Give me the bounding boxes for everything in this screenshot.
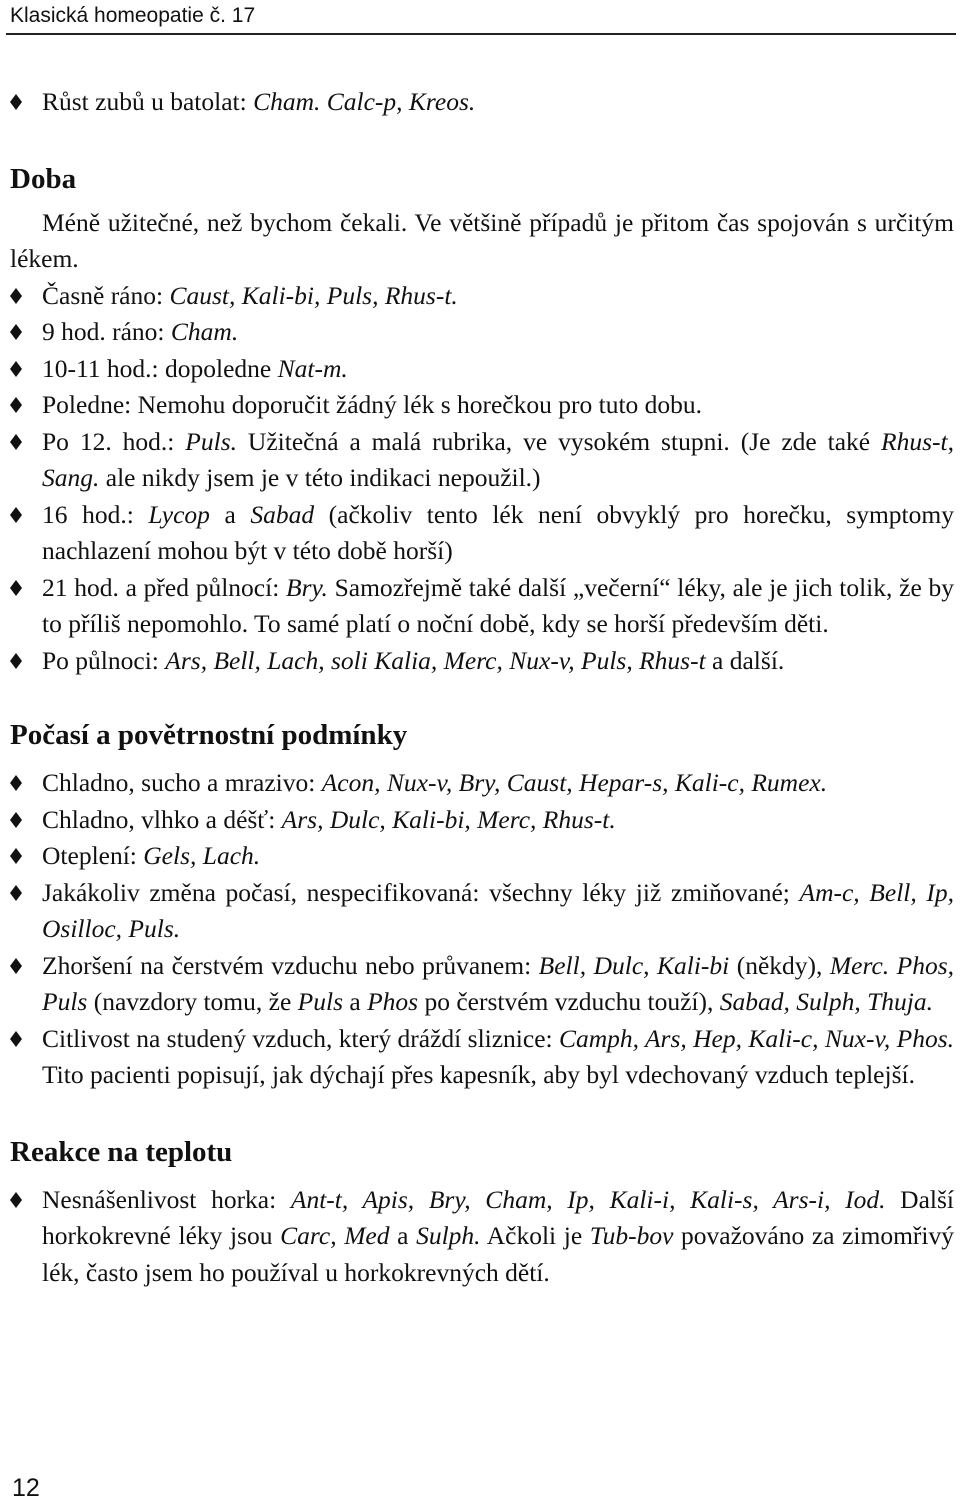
diamond-bullet-icon — [10, 948, 30, 984]
remedy-name: Bell, Dulc, Kali-bi — [538, 950, 730, 980]
diamond-bullet-icon — [10, 278, 30, 314]
remedy-name: Caust, Kali-bi, Puls, Rhus-t. — [169, 280, 458, 310]
diamond-bullet-icon — [10, 387, 30, 423]
item-text: (někdy), — [729, 950, 830, 980]
list-item — [10, 948, 954, 1021]
item-text: 21 hod. a před půlnocí: — [42, 572, 287, 602]
diamond-bullet-icon — [10, 351, 30, 387]
item-text: Ačkoli je — [480, 1221, 590, 1250]
remedy-name: Acon, Nux-v, Bry, Caust, Hepar-s, Kali-c, Rumex. — [321, 768, 828, 797]
item-text: Samozřejmě také další „večerní“ léky, ale je jich tolik, že by to příliš nepomohlo. To samé platí o noční době, kdy se horší především děti. — [42, 572, 955, 638]
section-title: Počasí a povětrnostní podmínky — [10, 719, 408, 751]
item-text: Citlivost na studený vzduch, který dráždí sliznice: — [42, 1023, 559, 1053]
sections — [10, 161, 954, 1292]
item-text: a — [343, 987, 368, 1016]
diamond-bullet-icon — [10, 314, 30, 350]
diamond-bullet-icon — [10, 570, 30, 606]
item-text: a další. — [705, 645, 785, 675]
list-item — [10, 424, 954, 497]
item-text: Chladno, sucho a mrazivo: — [42, 768, 322, 797]
list-item — [10, 875, 954, 948]
diamond-bullet-icon — [10, 802, 30, 838]
list-item — [10, 497, 954, 570]
section — [10, 161, 954, 680]
item-text: Oteplení: — [42, 841, 144, 870]
diamond-bullet-icon — [10, 875, 30, 911]
item-text: Další horkokrevné léky jsou — [42, 1184, 954, 1250]
intro-list — [10, 84, 954, 121]
item-text: (navzdory tomu, že — [87, 987, 298, 1016]
item-text: 9 hod. ráno: — [42, 317, 171, 346]
item-text: po čerstvém vzduchu touží), — [418, 987, 720, 1016]
item-text: Nesnášenlivost horka: — [42, 1184, 291, 1214]
remedy-name: Ant-t, Apis, Bry, Cham, Ip, Kali-i, Kali-s, Ars-i, Iod. — [290, 1184, 886, 1214]
list-item — [10, 765, 954, 802]
remedy-name: Sabad, Sulph, Thuja. — [719, 987, 933, 1016]
section — [10, 717, 954, 1094]
diamond-bullet-icon — [10, 84, 30, 120]
list-item — [10, 278, 954, 315]
remedy-name: Cham. Calc-p, Kreos. — [253, 87, 476, 116]
remedy-name: Phos — [367, 987, 419, 1016]
item-text: Po 12. hod.: — [42, 426, 186, 456]
remedy-name: Sabad — [250, 499, 315, 529]
remedy-name: Gels, Lach. — [143, 841, 261, 870]
remedy-name: Cham. — [170, 317, 239, 346]
list-item — [10, 84, 954, 121]
list-item — [10, 351, 954, 388]
item-text: Zhoršení na čerstvém vzduchu nebo průvanem: — [42, 950, 539, 980]
header-rule — [6, 33, 956, 35]
item-text: považováno za zimomřivý lék, často jsem ho používal u horkokrevných dětí. — [42, 1221, 954, 1287]
diamond-bullet-icon — [10, 1182, 30, 1218]
item-text: ale nikdy jsem je v této indikaci nepoužil.) — [99, 463, 541, 492]
item-text: Růst zubů u batolat: — [42, 87, 254, 116]
list-item — [10, 838, 954, 875]
remedy-name: Ars, Bell, Lach, soli Kalia, Merc, Nux-v, Puls, Rhus-t — [165, 645, 706, 675]
item-text: 10-11 hod.: dopoledne — [42, 353, 278, 383]
item-text: Časně ráno: — [42, 280, 170, 310]
list-item — [10, 1021, 954, 1094]
diamond-bullet-icon — [10, 1021, 30, 1057]
running-head: Klasická homeopatie č. 17 — [10, 4, 256, 27]
section-title: Reakce na teplotu — [10, 1135, 233, 1168]
list-item — [10, 387, 954, 424]
page-number: 12 — [12, 1474, 40, 1502]
list-item — [10, 643, 954, 680]
remedy-name: Lycop — [148, 499, 210, 529]
diamond-bullet-icon — [10, 497, 30, 533]
remedy-name: Am-c, Bell, Ip, Osilloc, Puls. — [42, 877, 954, 943]
remedy-name: Merc. Phos, Puls — [42, 950, 954, 1016]
item-text: a — [389, 1221, 417, 1250]
list-item — [10, 1182, 954, 1292]
diamond-bullet-icon — [10, 643, 30, 679]
item-text: 16 hod.: — [42, 499, 149, 529]
remedy-name: Bry. — [286, 572, 328, 602]
item-text: Užitečná a malá rubrika, ve vysokém stupni. (Je zde také — [237, 426, 882, 456]
remedy-name: Ars, Dulc, Kali-bi, Merc, Rhus-t. — [281, 804, 616, 834]
section — [10, 1134, 954, 1292]
remedy-name: Puls — [297, 987, 343, 1016]
section-title: Doba — [10, 162, 77, 195]
remedy-name: Puls. — [185, 426, 237, 456]
remedy-name: Nat-m. — [277, 353, 348, 383]
item-text: (ačkoliv tento lék není obvyklý pro horečku, symptomy nachlazení mohou být v této době horší) — [42, 499, 954, 565]
remedy-name: Rhus-t, Sang. — [42, 426, 954, 492]
item-text: Chladno, vlhko a déšť: — [42, 804, 282, 834]
item-text: Po půlnoci: — [42, 645, 166, 675]
list-item — [10, 314, 954, 351]
item-text: Jakákoliv změna počasí, nespecifikovaná: všechny léky již zmiňované; — [42, 877, 800, 907]
list-item — [10, 570, 954, 643]
diamond-bullet-icon — [10, 765, 30, 801]
remedy-name: Sulph. — [416, 1221, 481, 1250]
page-content — [10, 84, 954, 1291]
item-text: a — [209, 499, 251, 529]
section-paragraph: Méně užitečné, než bychom čekali. Ve většině případů je přitom čas spojován s určitým lékem. — [10, 207, 954, 273]
list-item — [10, 802, 954, 839]
diamond-bullet-icon — [10, 838, 30, 874]
item-text: Tito pacienti popisují, jak dýchají přes kapesník, aby byl vdechovaný vzduch teplejší. — [42, 1060, 915, 1089]
remedy-name: Tub-bov — [589, 1221, 674, 1250]
diamond-bullet-icon — [10, 424, 30, 460]
remedy-name: Carc, Med — [280, 1221, 390, 1250]
remedy-name: Camph, Ars, Hep, Kali-c, Nux-v, Phos. — [559, 1023, 954, 1053]
item-text: Poledne: Nemohu doporučit žádný lék s horečkou pro tuto dobu. — [42, 390, 703, 419]
